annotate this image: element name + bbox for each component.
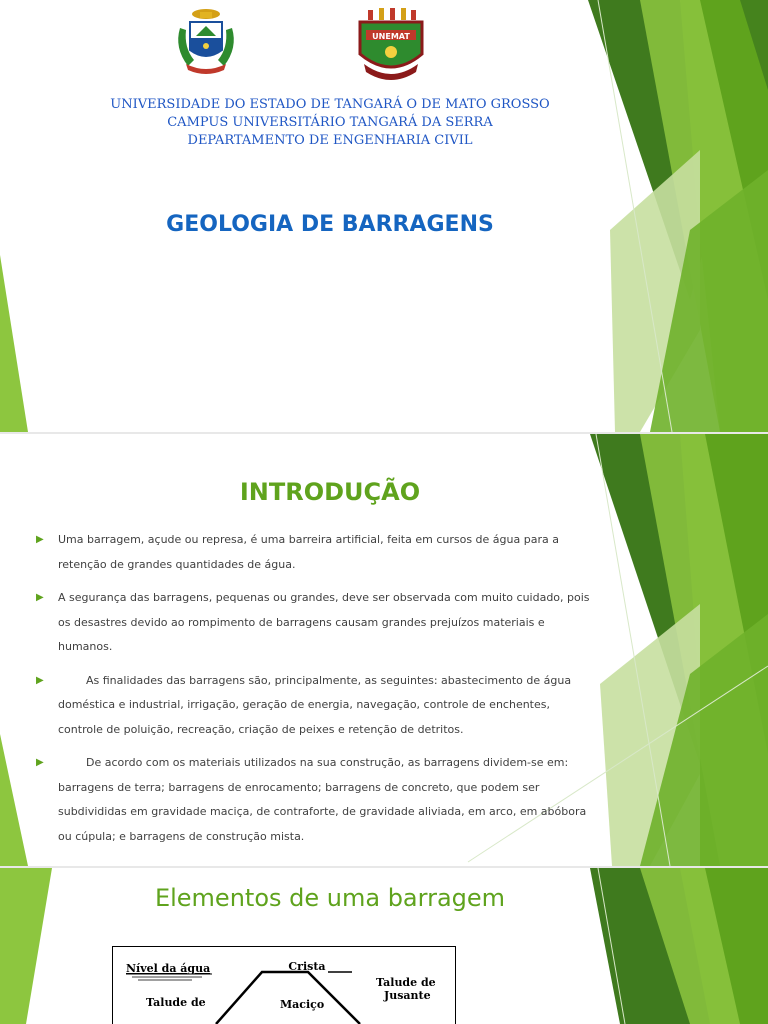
svg-text:UNEMAT: UNEMAT — [372, 32, 410, 41]
triangle-right-icon: ▶ — [36, 674, 44, 686]
section-title: Elementos de uma barragem — [154, 884, 506, 912]
water-level-label: Nível da água — [126, 962, 211, 975]
list-item — [36, 669, 596, 743]
slide-dam-elements — [0, 868, 768, 1024]
slide-introduction — [0, 434, 768, 866]
downstream-slope-label: Jusante — [384, 989, 431, 1002]
bullet-text: As finalidades das barragens são, principalmente, as seguintes: abastecimento de água doméstica e industrial, irrigação, geração de energia, navegação, controle de enchentes, controle de poluição, recreação, criação de peixes e retenção de detritos. — [58, 673, 572, 736]
section-title: INTRODUÇÃO — [239, 478, 421, 506]
downstream-slope-label: Talude de — [376, 976, 436, 989]
campus-name: CAMPUS UNIVERSITÁRIO TANGARÁ DA SERRA — [167, 115, 493, 130]
list-item — [36, 751, 596, 849]
department-name: DEPARTAMENTO DE ENGENHARIA CIVIL — [187, 133, 473, 148]
bullet-text: Uma barragem, açude ou represa, é uma barreira artificial, feita em cursos de água para a retenção de grandes quantidades de água. — [58, 533, 559, 571]
triangle-right-icon: ▶ — [36, 592, 44, 603]
university-name: UNIVERSIDADE DO ESTADO DE TANGARÁ O DE MATO GROSSO — [110, 97, 550, 112]
core-label: Maciço — [280, 998, 325, 1011]
list-item — [36, 528, 596, 577]
upstream-slope-label: Talude de — [146, 996, 206, 1009]
bullet-list — [36, 528, 596, 858]
triangle-right-icon: ▶ — [36, 534, 44, 545]
unemat-logo-icon — [352, 8, 430, 84]
presentation-title: GEOLOGIA DE BARRAGENS — [166, 212, 494, 237]
dam-cross-section-diagram — [112, 946, 456, 1024]
crest-label: Crista — [288, 960, 326, 973]
bullet-text: A segurança das barragens, pequenas ou grandes, deve ser observada com muito cuidado, pois os desastres devido ao rompimento de barragens causam grandes prejuízos materiais e humanos. — [58, 591, 590, 653]
state-coat-of-arms-icon — [172, 8, 240, 74]
bullet-text: De acordo com os materiais utilizados na sua construção, as barragens dividem-se em: barragens de terra; barragens de enrocamento; barragens de concreto, que podem ser subdivididas em gravidade maciça, de contraforte, de gravidade aliviada, em arco, em abóbora ou cúpula; e barragens de construção mista. — [58, 756, 587, 843]
slide-title — [0, 0, 768, 432]
triangle-right-icon: ▶ — [36, 757, 44, 768]
list-item — [36, 586, 596, 660]
